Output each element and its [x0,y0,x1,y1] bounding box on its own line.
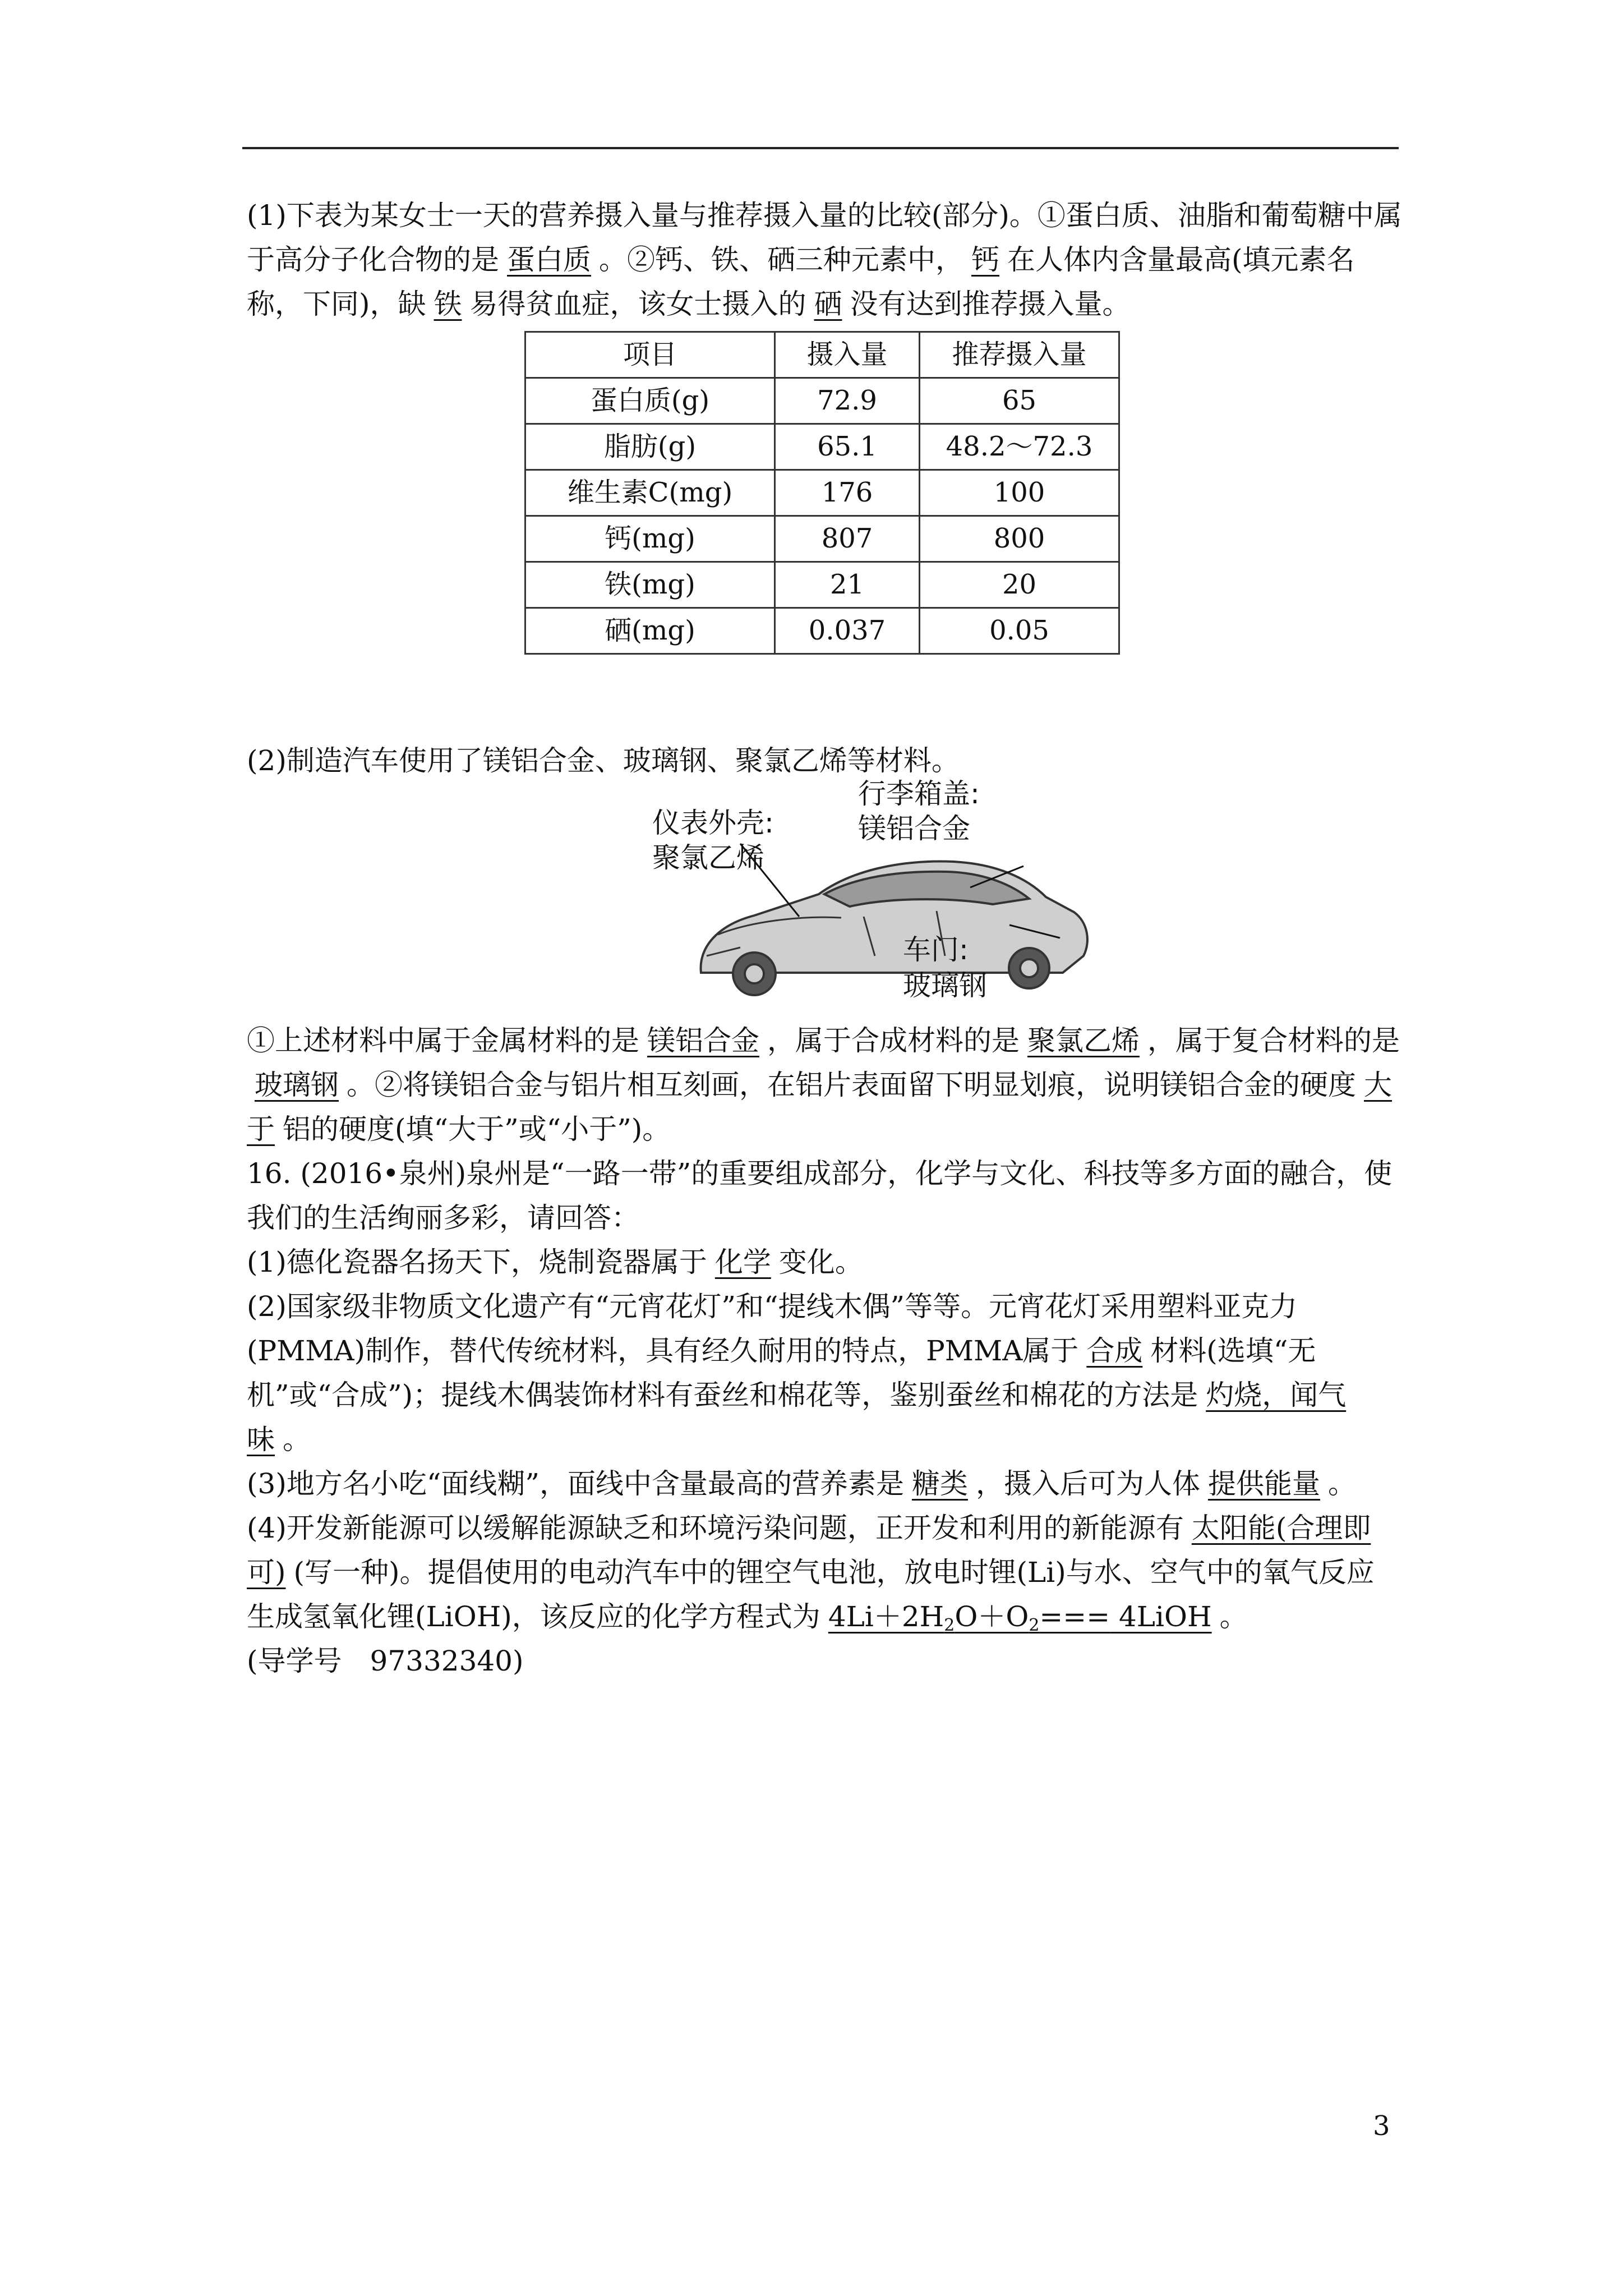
table-cell: 0.037 [775,608,920,654]
q2-p2: ，属于合成材料的是 [767,1024,1020,1057]
answer-blank-polymer: 蛋白质 [507,243,591,276]
spacer [247,655,1402,739]
car-materials-figure [247,777,1402,1012]
guide-number: (导学号 97332340) [247,1645,524,1677]
table-cell: 硒(mg) [525,608,775,654]
table-cell: 800 [920,516,1119,562]
question-16-part-4 [247,1506,1402,1639]
table-row [525,424,1119,470]
page-content [247,194,1402,1683]
answer-blank-change-type: 化学 [714,1246,771,1278]
q16-s4-pre: (4)开发新能源可以缓解能源缺乏和环境污染问题，正开发和利用的新能源有 [247,1512,1184,1544]
label-car-door: 车门: [903,933,969,966]
answer-blank-composite-material: 玻璃钢 [255,1069,339,1101]
table-row [525,470,1119,516]
table-cell: 65.1 [775,424,920,470]
table-cell: 48.2～72.3 [920,424,1119,470]
label-trunk-material: 镁铝合金 [858,812,970,845]
table-cell: 铁(mg) [525,562,775,608]
q16-s2-suf: 。 [283,1423,311,1456]
table-row [525,608,1119,654]
table-cell: 蛋白质(g) [525,378,775,424]
q2-p1: ①上述材料中属于金属材料的是 [247,1024,639,1057]
answer-blank-synthetic-material: 聚氯乙烯 [1027,1024,1140,1057]
q1-mid1: 。②钙、铁、硒三种元素中， [599,243,963,276]
answer-blank-identify-method: 灼烧，闻气味 [247,1379,1347,1456]
table-cell: 100 [920,470,1119,516]
answer-blank-deficient: 硒 [814,288,842,320]
table-cell: 脂肪(g) [525,424,775,470]
label-trunk-lid: 行李箱盖: [858,777,980,810]
equation-product: 4LiOH [1119,1600,1212,1633]
q2-p4: 。②将镁铝合金与铝片相互刻画，在铝片表面留下明显划痕，说明镁铝合金的硬度 [347,1069,1356,1101]
answer-blank-anemia: 铁 [434,288,462,320]
table-header-recommended: 推荐摄入量 [920,332,1119,378]
question-16-part-3 [247,1462,1402,1506]
q16-s2-pre: (2)国家级非物质文化遗产有“元宵花灯”和“提线木偶”等等。元宵花灯采用塑料亚克力(PMMA)制作，替代传统材料，具有经久耐用的特点，PMMA属于 [247,1290,1298,1367]
table-cell: 20 [920,562,1119,608]
q16-s4-suf: 。 [1219,1600,1248,1633]
q16-s1-suf: 变化。 [778,1246,863,1278]
equation-subscript-1: 2 [944,1616,955,1635]
table-row [525,378,1119,424]
table-row [525,562,1119,608]
q16-s4-mid: (写一种)。提倡使用的电动汽车中的锂空气电池，放电时锂(Li)与水、空气中的氧气反应生成氢氧化锂(LiOH)，该反应的化学方程式为 [247,1556,1375,1633]
q16-s2-mid: 材料(选填“无机”或“合成”)；提线木偶装饰材料有蚕丝和棉花等，鉴别蚕丝和棉花的方法是 [247,1335,1316,1411]
table-cell: 维生素C(mg) [525,470,775,516]
table-header-intake: 摄入量 [775,332,920,378]
q2-p3: ，属于复合材料的是 [1147,1024,1400,1057]
answer-blank-metal-material: 镁铝合金 [647,1024,759,1057]
question-16-part-1 [247,1240,1402,1285]
table-cell: 65 [920,378,1119,424]
q1-suffix: 没有达到推荐摄入量。 [850,288,1131,320]
answer-blank-hardness: 大于 [247,1069,1392,1145]
q16-s3-suf: 。 [1327,1467,1356,1500]
question-2-text [247,1019,1402,1152]
question-1-text [247,194,1402,326]
equation-part-b: O＋O [955,1600,1029,1633]
label-dashboard-shell: 仪表外壳: [652,807,774,839]
label-dashboard-material: 聚氯乙烯 [652,841,764,874]
q16-s3-pre: (3)地方名小吃“面线糊”，面线中含量最高的营养素是 [247,1467,904,1500]
table-header-row [525,332,1119,378]
table-cell: 176 [775,470,920,516]
label-door-material: 玻璃钢 [903,969,987,1002]
equation-sign: === [1039,1600,1110,1633]
q1-mid2: 在人体内含量最高(填元素名称，下同)，缺 [247,243,1355,320]
answer-blank-pmma-type: 合成 [1086,1335,1143,1367]
q16-s3-mid: ，摄入后可为人体 [975,1467,1200,1500]
table-cell: 807 [775,516,920,562]
q1-prefix: (1)下表为某女士一天的营养摄入量与推荐摄入量的比较(部分)。①蛋白质、油脂和葡萄糖中属于高分子化合物的是 [247,199,1402,276]
header-rule [242,147,1399,149]
table-cell: 0.05 [920,608,1119,654]
q1-mid3: 易得贫血症，该女士摄入的 [469,288,806,320]
question-16-heading: 16. (2016•泉州)泉州是“一路一带”的重要组成部分，化学与文化、科技等多方面的融合，使我们的生活绚丽多彩，请回答： [247,1157,1393,1234]
nutrition-table [524,331,1120,655]
question-2-intro: (2)制造汽车使用了镁铝合金、玻璃钢、聚氯乙烯等材料。 [247,744,960,777]
answer-blank-nutrient: 糖类 [911,1467,968,1500]
car-illustration [247,788,1402,1012]
question-16-part-2 [247,1285,1402,1462]
table-cell: 21 [775,562,920,608]
nutrition-table-wrapper [247,331,1402,655]
page-number: 3 [1373,2110,1390,2142]
q2-p5: 铝的硬度(填“大于”或“小于”)。 [283,1113,671,1145]
table-header-item: 项目 [525,332,775,378]
table-cell: 钙(mg) [525,516,775,562]
answer-blank-function: 提供能量 [1207,1467,1320,1500]
answer-blank-equation [820,1600,1220,1633]
equation-part-a: 4Li＋2H [828,1600,944,1633]
table-row [525,516,1119,562]
table-cell: 72.9 [775,378,920,424]
q16-s1-pre: (1)德化瓷器名扬天下，烧制瓷器属于 [247,1246,707,1278]
equation-subscript-2: 2 [1029,1616,1040,1635]
answer-blank-highest-element: 钙 [971,243,999,276]
answer-blank-new-energy: 太阳能(合理即可) [247,1512,1371,1589]
